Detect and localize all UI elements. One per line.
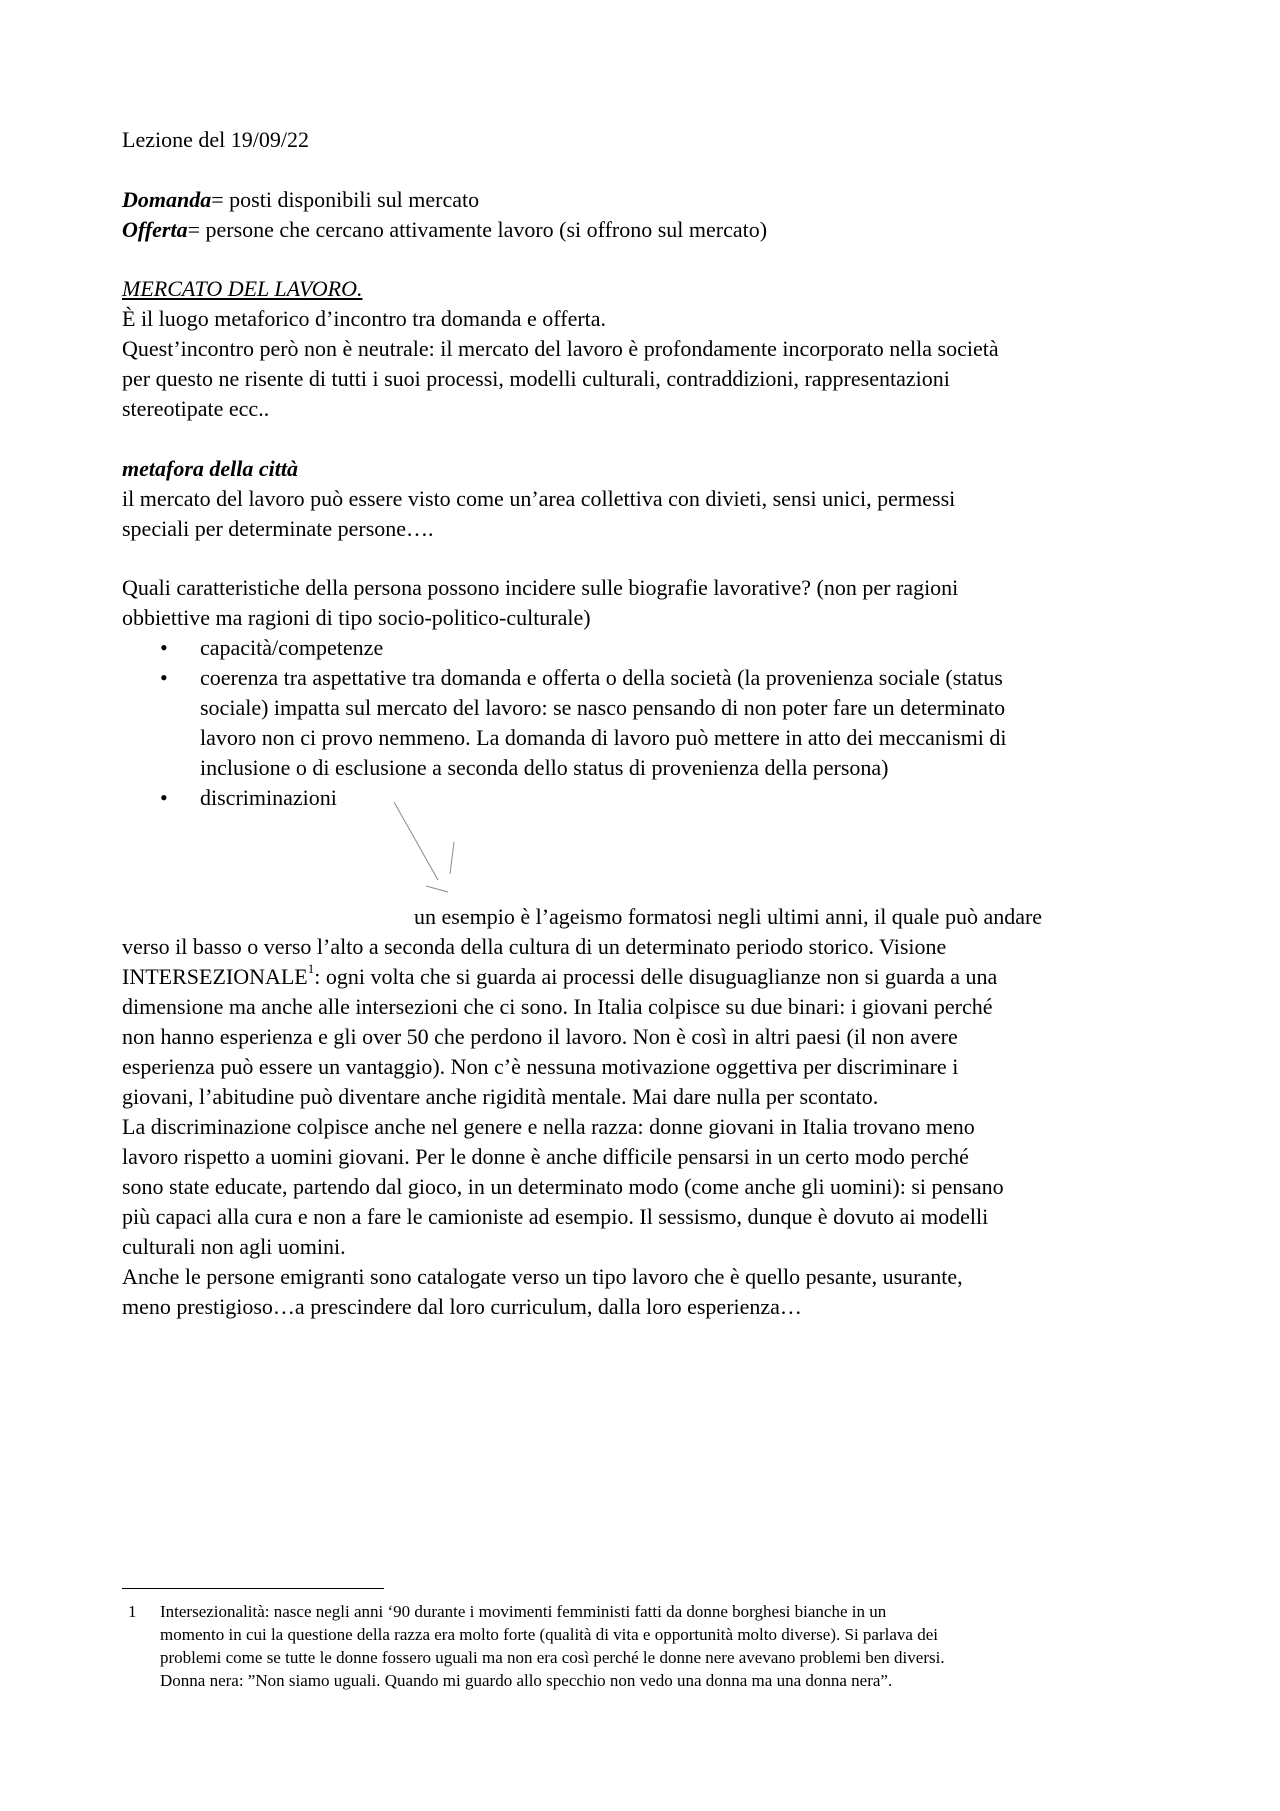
demand-label: Domanda <box>122 187 212 212</box>
list-item: coerenza tra aspettative tra domanda e offerta o della società (la provenienza sociale (status <box>200 665 1003 690</box>
offer-label: Offerta <box>122 217 188 242</box>
body-line: culturali non agli uomini. <box>122 1234 346 1259</box>
footnote-separator <box>122 1588 384 1589</box>
intersectional-term: INTERSEZIONALE <box>122 964 308 989</box>
footnote-number: 1 <box>128 1602 137 1621</box>
body-line: La discriminazione colpisce anche nel genere e nella razza: donne giovani in Italia trovano meno <box>122 1114 975 1139</box>
body-line: non hanno esperienza e gli over 50 che perdono il lavoro. Non è così in altri paesi (il non avere <box>122 1024 958 1049</box>
question-line: Quali caratteristiche della persona possono incidere sulle biografie lavorative? (non per ragioni <box>122 575 959 600</box>
market-line: per questo ne risente di tutti i suoi processi, modelli culturali, contraddizioni, rappresentazioni <box>122 366 950 391</box>
body-line: meno prestigioso…a prescindere dal loro curriculum, dalla loro esperienza… <box>122 1294 802 1319</box>
sketch-stroke <box>394 802 438 880</box>
body-line: Anche le persone emigranti sono catalogate verso un tipo lavoro che è quello pesante, usurante, <box>122 1264 963 1289</box>
demand-text: = posti disponibili sul mercato <box>211 187 480 212</box>
footnote-line: Donna nera: ”Non siamo uguali. Quando mi guardo allo specchio non vedo una donna ma una donna nera”. <box>160 1671 893 1690</box>
definition-demand <box>122 185 1172 215</box>
market-line: Quest’incontro però non è neutrale: il mercato del lavoro è profondamente incorporato nella società <box>122 336 999 361</box>
list-item: capacità/competenze <box>200 635 384 660</box>
bullet-icon: • <box>160 635 168 660</box>
list-item-continuation: lavoro non ci provo nemmeno. La domanda di lavoro può mettere in atto dei meccanismi di <box>200 725 1007 750</box>
body-line <box>122 962 1172 992</box>
city-line: speciali per determinate persone…. <box>122 516 434 541</box>
page-title: Lezione del 19/09/22 <box>122 127 309 152</box>
city-heading: metafora della città <box>122 456 298 481</box>
bullet-icon: • <box>160 665 168 690</box>
hand-drawn-lines-icon <box>380 800 460 900</box>
body-text: : ogni volta che si guarda ai processi delle disuguaglianze non si guarda a una <box>314 964 998 989</box>
footnote-reference[interactable]: 1 <box>307 961 315 976</box>
definition-offer <box>122 215 1172 245</box>
sketch-stroke <box>426 886 448 892</box>
body-line: verso il basso o verso l’alto a seconda della cultura di un determinato periodo storico. Visione <box>122 934 947 959</box>
body-line: esperienza può essere un vantaggio). Non c’è nessuna motivazione oggettiva per discriminare i <box>122 1054 959 1079</box>
body-line: giovani, l’abitudine può diventare anche rigidità mentale. Mai dare nulla per scontato. <box>122 1084 879 1109</box>
footnote-line: problemi come se tutte le donne fossero uguali ma non era così perché le donne nere avevano problemi ben diversi. <box>160 1648 945 1667</box>
body-line: un esempio è l’ageismo formatosi negli ultimi anni, il quale può andare <box>414 904 1043 929</box>
market-heading: MERCATO DEL LAVORO. <box>122 276 363 301</box>
list-item-continuation: inclusione o di esclusione a seconda dello status di provenienza della persona) <box>200 755 889 780</box>
footnote-line: momento in cui la questione della razza era molto forte (qualità di vita e opportunità molto diverse). Si parlava dei <box>160 1625 938 1644</box>
city-line: il mercato del lavoro può essere visto come un’area collettiva con divieti, sensi unici, permessi <box>122 486 956 511</box>
offer-text: = persone che cercano attivamente lavoro (si offrono sul mercato) <box>187 217 768 242</box>
body-line: dimensione ma anche alle intersezioni che ci sono. In Italia colpisce su due binari: i giovani perché <box>122 994 993 1019</box>
body-line: più capaci alla cura e non a fare le camioniste ad esempio. Il sessismo, dunque è dovuto ai modelli <box>122 1204 989 1229</box>
question-line: obbiettive ma ragioni di tipo socio-politico-culturale) <box>122 605 591 630</box>
list-item-continuation: sociale) impatta sul mercato del lavoro: se nasco pensando di non poter fare un determinato <box>200 695 1006 720</box>
body-line: lavoro rispetto a uomini giovani. Per le donne è anche difficile pensarsi in un certo modo perché <box>122 1144 969 1169</box>
sketch-stroke <box>450 842 454 874</box>
footnote-line: Intersezionalità: nasce negli anni ‘90 durante i movimenti femministi fatti da donne borghesi bianche in un <box>160 1602 887 1621</box>
body-line: sono state educate, partendo dal gioco, in un determinato modo (come anche gli uomini): si pensano <box>122 1174 1004 1199</box>
market-line: È il luogo metaforico d’incontro tra domanda e offerta. <box>122 306 607 331</box>
list-item: discriminazioni <box>200 785 337 810</box>
bullet-icon: • <box>160 785 168 810</box>
market-line: stereotipate ecc.. <box>122 396 270 421</box>
